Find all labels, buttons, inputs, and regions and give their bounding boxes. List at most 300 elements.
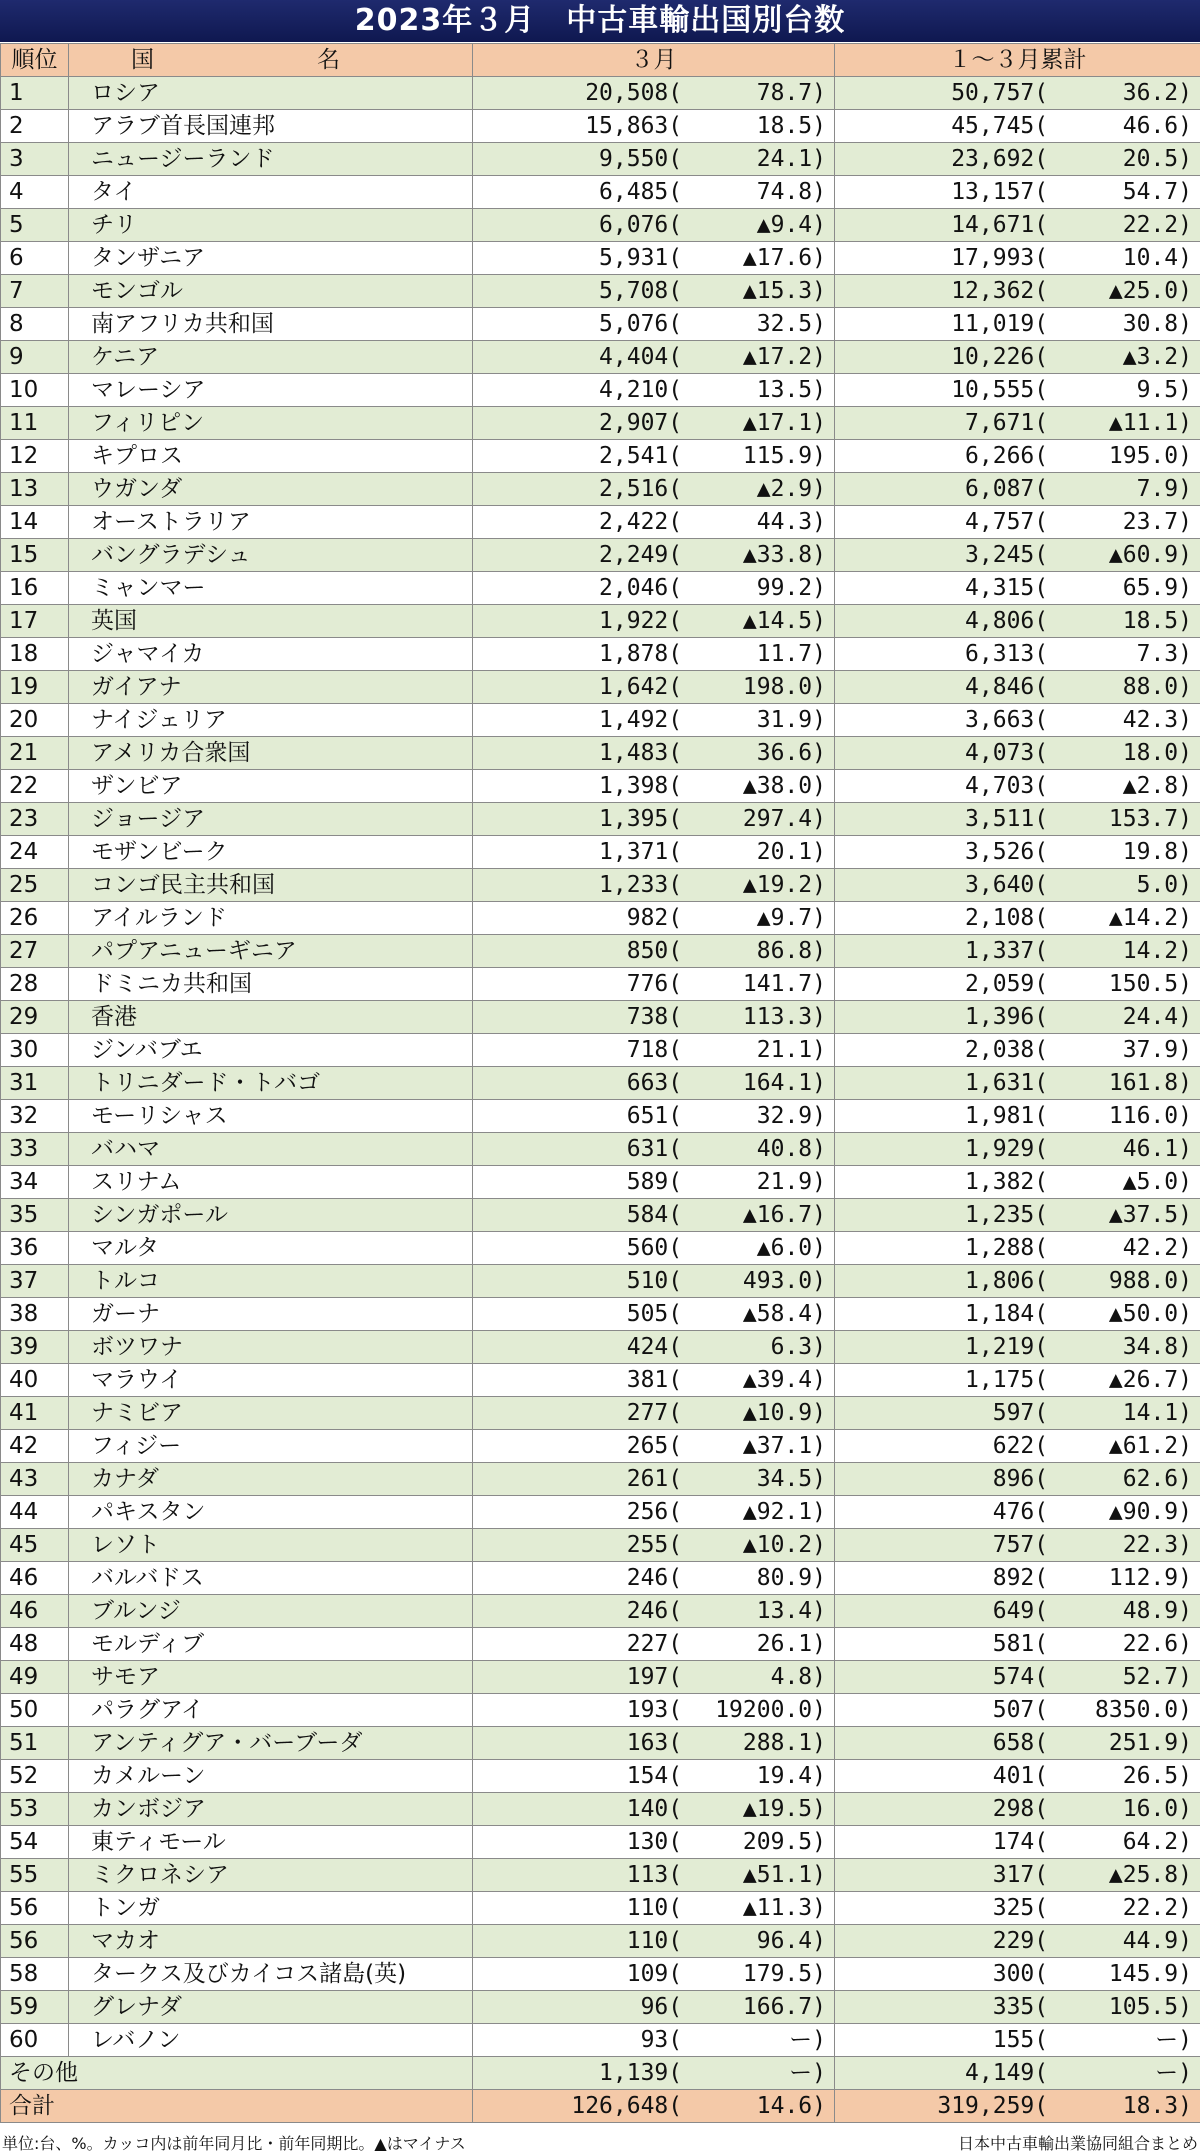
cumulative-change: 150.5	[1108, 971, 1179, 997]
country-cell: パラグアイ	[69, 1694, 473, 1727]
march-change: 13.5	[756, 377, 813, 403]
march-value: 1,395	[599, 806, 669, 832]
table-row	[1, 1166, 1200, 1199]
march-change: 209.5	[742, 1829, 813, 1855]
footer-source: 日本中古車輸出業協同組合まとめ	[957, 2134, 1198, 2153]
rank-cell: 36	[1, 1232, 69, 1265]
rank-cell: 13	[1, 473, 69, 506]
cumulative-cell: 155( ー)	[835, 2024, 1200, 2057]
cumulative-cell: 574( 52.7)	[835, 1661, 1200, 1694]
cumulative-cell: 1,929( 46.1)	[835, 1133, 1200, 1166]
cumulative-cell: 1,981( 116.0)	[835, 1100, 1200, 1133]
cumulative-change: 52.7	[1122, 1664, 1179, 1690]
march-change: ▲9.7	[756, 905, 813, 931]
cumulative-value: 658	[992, 1730, 1035, 1756]
march-value: 1,398	[599, 773, 669, 799]
rank-cell: 41	[1, 1397, 69, 1430]
march-cell: 9,550( 24.1)	[473, 143, 835, 176]
cumulative-value: 3,511	[965, 806, 1035, 832]
table-row	[1, 473, 1200, 506]
cumulative-cell: 1,175( ▲26.7)	[835, 1364, 1200, 1397]
cumulative-cell: 3,526( 19.8)	[835, 836, 1200, 869]
country-cell: フィジー	[69, 1430, 473, 1463]
table-row	[1, 1859, 1200, 1892]
table-row	[1, 77, 1200, 110]
table-row	[1, 1661, 1200, 1694]
cumulative-change: 7.3	[1136, 641, 1179, 667]
table-row	[1, 1991, 1200, 2024]
cumulative-cell: 10,555( 9.5)	[835, 374, 1200, 407]
cumulative-change: 42.3	[1122, 707, 1179, 733]
table-row	[1, 1826, 1200, 1859]
cumulative-value: 7,671	[965, 410, 1035, 436]
export-table	[0, 43, 1200, 2123]
rank-cell: 18	[1, 638, 69, 671]
country-cell: キプロス	[69, 440, 473, 473]
march-cell: 2,907( ▲17.1)	[473, 407, 835, 440]
march-value: 2,046	[599, 575, 669, 601]
march-cell: 4,404( ▲17.2)	[473, 341, 835, 374]
march-change: 34.5	[756, 1466, 813, 1492]
cumulative-change: 14.2	[1122, 938, 1179, 964]
cumulative-value: 1,396	[965, 1004, 1035, 1030]
cumulative-value: 892	[992, 1565, 1035, 1591]
table-row	[1, 1430, 1200, 1463]
country-cell: コンゴ民主共和国	[69, 869, 473, 902]
country-cell: タークス及びカイコス諸島(英)	[69, 1958, 473, 1991]
table-row	[1, 1364, 1200, 1397]
march-cell: 738( 113.3)	[473, 1001, 835, 1034]
table-row	[1, 770, 1200, 803]
rank-cell: 54	[1, 1826, 69, 1859]
country-cell: マレーシア	[69, 374, 473, 407]
cumulative-change: 22.2	[1122, 212, 1179, 238]
march-change: 19200.0	[715, 1697, 813, 1723]
march-change: ▲10.2	[742, 1532, 813, 1558]
cumulative-change: 37.9	[1122, 1037, 1179, 1063]
country-cell: ザンビア	[69, 770, 473, 803]
cumulative-cell: 476( ▲90.9)	[835, 1496, 1200, 1529]
march-value: 5,708	[599, 278, 669, 304]
march-value: 2,541	[599, 443, 669, 469]
country-cell: カメルーン	[69, 1760, 473, 1793]
cumulative-change: ▲26.7	[1108, 1367, 1179, 1393]
country-cell: スリナム	[69, 1166, 473, 1199]
header-country: 国 名	[69, 44, 473, 77]
cumulative-change: 105.5	[1108, 1994, 1179, 2020]
march-change: 179.5	[742, 1961, 813, 1987]
march-change: ▲51.1	[742, 1862, 813, 1888]
rank-cell: 60	[1, 2024, 69, 2057]
country-cell: ボツワナ	[69, 1331, 473, 1364]
table-row	[1, 440, 1200, 473]
header-row	[1, 44, 1200, 77]
cumulative-change: 42.2	[1122, 1235, 1179, 1261]
rank-cell: 8	[1, 308, 69, 341]
march-value: 738	[626, 1004, 669, 1030]
cumulative-cell: 14,671( 22.2)	[835, 209, 1200, 242]
march-change: 32.9	[756, 1103, 813, 1129]
rank-cell: 55	[1, 1859, 69, 1892]
cumulative-cell: 401( 26.5)	[835, 1760, 1200, 1793]
rank-cell: 4	[1, 176, 69, 209]
cumulative-value: 17,993	[951, 245, 1035, 271]
table-row	[1, 110, 1200, 143]
country-cell: サモア	[69, 1661, 473, 1694]
march-change: ▲19.5	[742, 1796, 813, 1822]
cumulative-cell: 3,640( 5.0)	[835, 869, 1200, 902]
cumulative-change: 23.7	[1122, 509, 1179, 535]
cumulative-cell: 10,226( ▲3.2)	[835, 341, 1200, 374]
total-march: 126,648( 14.6)	[473, 2090, 835, 2123]
march-value: 1,492	[599, 707, 669, 733]
cumulative-cell: 11,019( 30.8)	[835, 308, 1200, 341]
cumulative-cell: 317( ▲25.8)	[835, 1859, 1200, 1892]
march-cell: 5,076( 32.5)	[473, 308, 835, 341]
march-value: 589	[626, 1169, 669, 1195]
country-cell: マラウイ	[69, 1364, 473, 1397]
cumulative-cell: 174( 64.2)	[835, 1826, 1200, 1859]
rank-cell: 27	[1, 935, 69, 968]
rank-cell: 6	[1, 242, 69, 275]
march-cell: 110( ▲11.3)	[473, 1892, 835, 1925]
march-cell: 5,708( ▲15.3)	[473, 275, 835, 308]
march-cell: 154( 19.4)	[473, 1760, 835, 1793]
cumulative-value: 50,757	[951, 80, 1035, 106]
march-change: 31.9	[756, 707, 813, 733]
march-change: 6.3	[770, 1334, 813, 1360]
cumulative-change: 251.9	[1108, 1730, 1179, 1756]
march-cell: 1,878( 11.7)	[473, 638, 835, 671]
march-value: 1,642	[599, 674, 669, 700]
rank-cell: 30	[1, 1034, 69, 1067]
march-change: ▲37.1	[742, 1433, 813, 1459]
table-row	[1, 1496, 1200, 1529]
rank-cell: 58	[1, 1958, 69, 1991]
cumulative-cell: 23,692( 20.5)	[835, 143, 1200, 176]
country-cell: ガーナ	[69, 1298, 473, 1331]
march-change: ▲15.3	[742, 278, 813, 304]
cumulative-value: 3,526	[965, 839, 1035, 865]
march-value: 109	[626, 1961, 669, 1987]
march-change: 198.0	[742, 674, 813, 700]
cumulative-value: 1,806	[965, 1268, 1035, 1294]
cumulative-change: ▲61.2	[1108, 1433, 1179, 1459]
cumulative-cell: 1,235( ▲37.5)	[835, 1199, 1200, 1232]
march-change: 19.4	[756, 1763, 813, 1789]
country-cell: ドミニカ共和国	[69, 968, 473, 1001]
country-cell: ナミビア	[69, 1397, 473, 1430]
cumulative-cell: 757( 22.3)	[835, 1529, 1200, 1562]
cumulative-change: 22.6	[1122, 1631, 1179, 1657]
rank-cell: 59	[1, 1991, 69, 2024]
march-cell: 1,233( ▲19.2)	[473, 869, 835, 902]
cumulative-cell: 1,396( 24.4)	[835, 1001, 1200, 1034]
cumulative-cell: 1,219( 34.8)	[835, 1331, 1200, 1364]
cumulative-change: ▲25.0	[1108, 278, 1179, 304]
rank-cell: 11	[1, 407, 69, 440]
cumulative-change: 34.8	[1122, 1334, 1179, 1360]
march-cell: 510( 493.0)	[473, 1265, 835, 1298]
rank-cell: 25	[1, 869, 69, 902]
cumulative-value: 476	[992, 1499, 1035, 1525]
march-value: 510	[626, 1268, 669, 1294]
cumulative-value: 10,555	[951, 377, 1035, 403]
rank-cell: 31	[1, 1067, 69, 1100]
march-value: 663	[626, 1070, 669, 1096]
cumulative-cell: 896( 62.6)	[835, 1463, 1200, 1496]
march-cell: 4,210( 13.5)	[473, 374, 835, 407]
march-value: 6,076	[599, 212, 669, 238]
cumulative-change: 5.0	[1136, 872, 1179, 898]
rank-cell: 23	[1, 803, 69, 836]
cumulative-cell: 17,993( 10.4)	[835, 242, 1200, 275]
cumulative-value: 23,692	[951, 146, 1035, 172]
march-change: 115.9	[742, 443, 813, 469]
march-value: 265	[626, 1433, 669, 1459]
march-change: 24.1	[756, 146, 813, 172]
cumulative-cell: 335( 105.5)	[835, 1991, 1200, 2024]
cumulative-change: 30.8	[1122, 311, 1179, 337]
march-cell: 1,492( 31.9)	[473, 704, 835, 737]
table-row	[1, 737, 1200, 770]
table-row	[1, 506, 1200, 539]
march-value: 381	[626, 1367, 669, 1393]
march-cell: 1,922( ▲14.5)	[473, 605, 835, 638]
march-cell: 2,516( ▲2.9)	[473, 473, 835, 506]
country-cell: ガイアナ	[69, 671, 473, 704]
cumulative-value: 300	[992, 1961, 1035, 1987]
cumulative-change: ▲60.9	[1108, 542, 1179, 568]
cumulative-change: 19.8	[1122, 839, 1179, 865]
total-cumulative: 319,259( 18.3)	[835, 2090, 1200, 2123]
table-row	[1, 1100, 1200, 1133]
march-cell: 20,508( 78.7)	[473, 77, 835, 110]
cumulative-cell: 50,757( 36.2)	[835, 77, 1200, 110]
country-cell: ミャンマー	[69, 572, 473, 605]
country-cell: トリニダード・トバゴ	[69, 1067, 473, 1100]
cumulative-change: 54.7	[1122, 179, 1179, 205]
rank-cell: 28	[1, 968, 69, 1001]
cumulative-cell: 4,703( ▲2.8)	[835, 770, 1200, 803]
march-change: 493.0	[742, 1268, 813, 1294]
country-cell: ジャマイカ	[69, 638, 473, 671]
march-change: 4.8	[770, 1664, 813, 1690]
cumulative-value: 1,382	[965, 1169, 1035, 1195]
table-row	[1, 836, 1200, 869]
cumulative-value: 401	[992, 1763, 1035, 1789]
cumulative-cell: 6,313( 7.3)	[835, 638, 1200, 671]
cumulative-value: 2,059	[965, 971, 1035, 997]
march-value: 560	[626, 1235, 669, 1261]
march-change: ▲17.1	[742, 410, 813, 436]
country-cell: 南アフリカ共和国	[69, 308, 473, 341]
march-value: 631	[626, 1136, 669, 1162]
march-cell: 93( ー)	[473, 2024, 835, 2057]
country-cell: ナイジェリア	[69, 704, 473, 737]
rank-cell: 45	[1, 1529, 69, 1562]
cumulative-value: 317	[992, 1862, 1035, 1888]
table-row	[1, 539, 1200, 572]
march-cell: 663( 164.1)	[473, 1067, 835, 1100]
cumulative-value: 581	[992, 1631, 1035, 1657]
march-cell: 15,863( 18.5)	[473, 110, 835, 143]
country-cell: モルディブ	[69, 1628, 473, 1661]
other-label: その他	[1, 2057, 473, 2090]
cumulative-value: 1,288	[965, 1235, 1035, 1261]
march-change: ▲38.0	[742, 773, 813, 799]
march-value: 776	[626, 971, 669, 997]
cumulative-value: 3,640	[965, 872, 1035, 898]
march-cell: 2,541( 115.9)	[473, 440, 835, 473]
rank-cell: 49	[1, 1661, 69, 1694]
table-row	[1, 869, 1200, 902]
march-cell: 265( ▲37.1)	[473, 1430, 835, 1463]
country-cell: グレナダ	[69, 1991, 473, 2024]
rank-cell: 33	[1, 1133, 69, 1166]
country-cell: ウガンダ	[69, 473, 473, 506]
march-cell: 246( 13.4)	[473, 1595, 835, 1628]
march-cell: 6,485( 74.8)	[473, 176, 835, 209]
rank-cell: 40	[1, 1364, 69, 1397]
march-change: 21.1	[756, 1037, 813, 1063]
table-row	[1, 1727, 1200, 1760]
march-value: 6,485	[599, 179, 669, 205]
march-change: 20.1	[756, 839, 813, 865]
cumulative-cell: 4,073( 18.0)	[835, 737, 1200, 770]
table-row	[1, 341, 1200, 374]
country-cell: モンゴル	[69, 275, 473, 308]
cumulative-value: 335	[992, 1994, 1035, 2020]
march-change: 32.5	[756, 311, 813, 337]
cumulative-cell: 3,663( 42.3)	[835, 704, 1200, 737]
other-row	[1, 2057, 1200, 2090]
rank-cell: 22	[1, 770, 69, 803]
cumulative-cell: 1,184( ▲50.0)	[835, 1298, 1200, 1331]
march-value: 110	[626, 1928, 669, 1954]
rank-cell: 20	[1, 704, 69, 737]
cumulative-value: 4,073	[965, 740, 1035, 766]
country-cell: バハマ	[69, 1133, 473, 1166]
table-row	[1, 902, 1200, 935]
cumulative-cell: 2,038( 37.9)	[835, 1034, 1200, 1067]
march-change: 164.1	[742, 1070, 813, 1096]
march-cell: 2,046( 99.2)	[473, 572, 835, 605]
cumulative-cell: 649( 48.9)	[835, 1595, 1200, 1628]
march-cell: 110( 96.4)	[473, 1925, 835, 1958]
march-cell: 5,931( ▲17.6)	[473, 242, 835, 275]
cumulative-value: 4,315	[965, 575, 1035, 601]
header-march: ３月	[473, 44, 835, 77]
march-cell: 381( ▲39.4)	[473, 1364, 835, 1397]
cumulative-cell: 2,108( ▲14.2)	[835, 902, 1200, 935]
cumulative-cell: 3,511( 153.7)	[835, 803, 1200, 836]
rank-cell: 35	[1, 1199, 69, 1232]
table-row	[1, 1892, 1200, 1925]
march-cell: 130( 209.5)	[473, 1826, 835, 1859]
cumulative-value: 325	[992, 1895, 1035, 1921]
march-value: 1,878	[599, 641, 669, 667]
march-change: 40.8	[756, 1136, 813, 1162]
cumulative-change: 20.5	[1122, 146, 1179, 172]
table-row	[1, 407, 1200, 440]
cumulative-value: 1,184	[965, 1301, 1035, 1327]
march-change: ▲58.4	[742, 1301, 813, 1327]
march-change: ▲39.4	[742, 1367, 813, 1393]
cumulative-change: ー	[1155, 2027, 1179, 2053]
march-cell: 261( 34.5)	[473, 1463, 835, 1496]
rank-cell: 24	[1, 836, 69, 869]
march-cell: 255( ▲10.2)	[473, 1529, 835, 1562]
country-cell: トルコ	[69, 1265, 473, 1298]
total-row	[1, 2090, 1200, 2123]
march-change: ▲2.9	[756, 476, 813, 502]
rank-cell: 42	[1, 1430, 69, 1463]
cumulative-change: 112.9	[1108, 1565, 1179, 1591]
cumulative-value: 13,157	[951, 179, 1035, 205]
table-row	[1, 1793, 1200, 1826]
march-cell: 246( 80.9)	[473, 1562, 835, 1595]
march-value: 982	[626, 905, 669, 931]
cumulative-value: 1,235	[965, 1202, 1035, 1228]
table-row	[1, 671, 1200, 704]
cumulative-cell: 1,806( 988.0)	[835, 1265, 1200, 1298]
table-row	[1, 1001, 1200, 1034]
march-cell: 113( ▲51.1)	[473, 1859, 835, 1892]
cumulative-value: 1,219	[965, 1334, 1035, 1360]
country-cell: 英国	[69, 605, 473, 638]
cumulative-cell: 2,059( 150.5)	[835, 968, 1200, 1001]
cumulative-change: 9.5	[1136, 377, 1179, 403]
march-value: 154	[626, 1763, 669, 1789]
march-change: ▲17.2	[742, 344, 813, 370]
rank-cell: 38	[1, 1298, 69, 1331]
table-row	[1, 1529, 1200, 1562]
march-cell: 631( 40.8)	[473, 1133, 835, 1166]
march-value: 9,550	[599, 146, 669, 172]
table-row	[1, 1562, 1200, 1595]
country-cell: ミクロネシア	[69, 1859, 473, 1892]
country-cell: ジンバブエ	[69, 1034, 473, 1067]
country-cell: アイルランド	[69, 902, 473, 935]
other-cumulative: 4,149( ー)	[835, 2057, 1200, 2090]
cumulative-value: 11,019	[951, 311, 1035, 337]
march-change: ▲92.1	[742, 1499, 813, 1525]
march-change: ▲33.8	[742, 542, 813, 568]
march-change: 96.4	[756, 1928, 813, 1954]
rank-cell: 37	[1, 1265, 69, 1298]
march-value: 5,076	[599, 311, 669, 337]
country-cell: モザンビーク	[69, 836, 473, 869]
march-change: 21.9	[756, 1169, 813, 1195]
march-cell: 1,371( 20.1)	[473, 836, 835, 869]
table-body	[1, 77, 1200, 2057]
cumulative-value: 45,745	[951, 113, 1035, 139]
table-row	[1, 1133, 1200, 1166]
rank-cell: 17	[1, 605, 69, 638]
table-row	[1, 638, 1200, 671]
country-cell: パキスタン	[69, 1496, 473, 1529]
march-change: 44.3	[756, 509, 813, 535]
cumulative-value: 6,087	[965, 476, 1035, 502]
cumulative-value: 4,703	[965, 773, 1035, 799]
country-cell: マカオ	[69, 1925, 473, 1958]
cumulative-cell: 622( ▲61.2)	[835, 1430, 1200, 1463]
table-row	[1, 1232, 1200, 1265]
table-row	[1, 1760, 1200, 1793]
march-value: 584	[626, 1202, 669, 1228]
march-cell: 589( 21.9)	[473, 1166, 835, 1199]
